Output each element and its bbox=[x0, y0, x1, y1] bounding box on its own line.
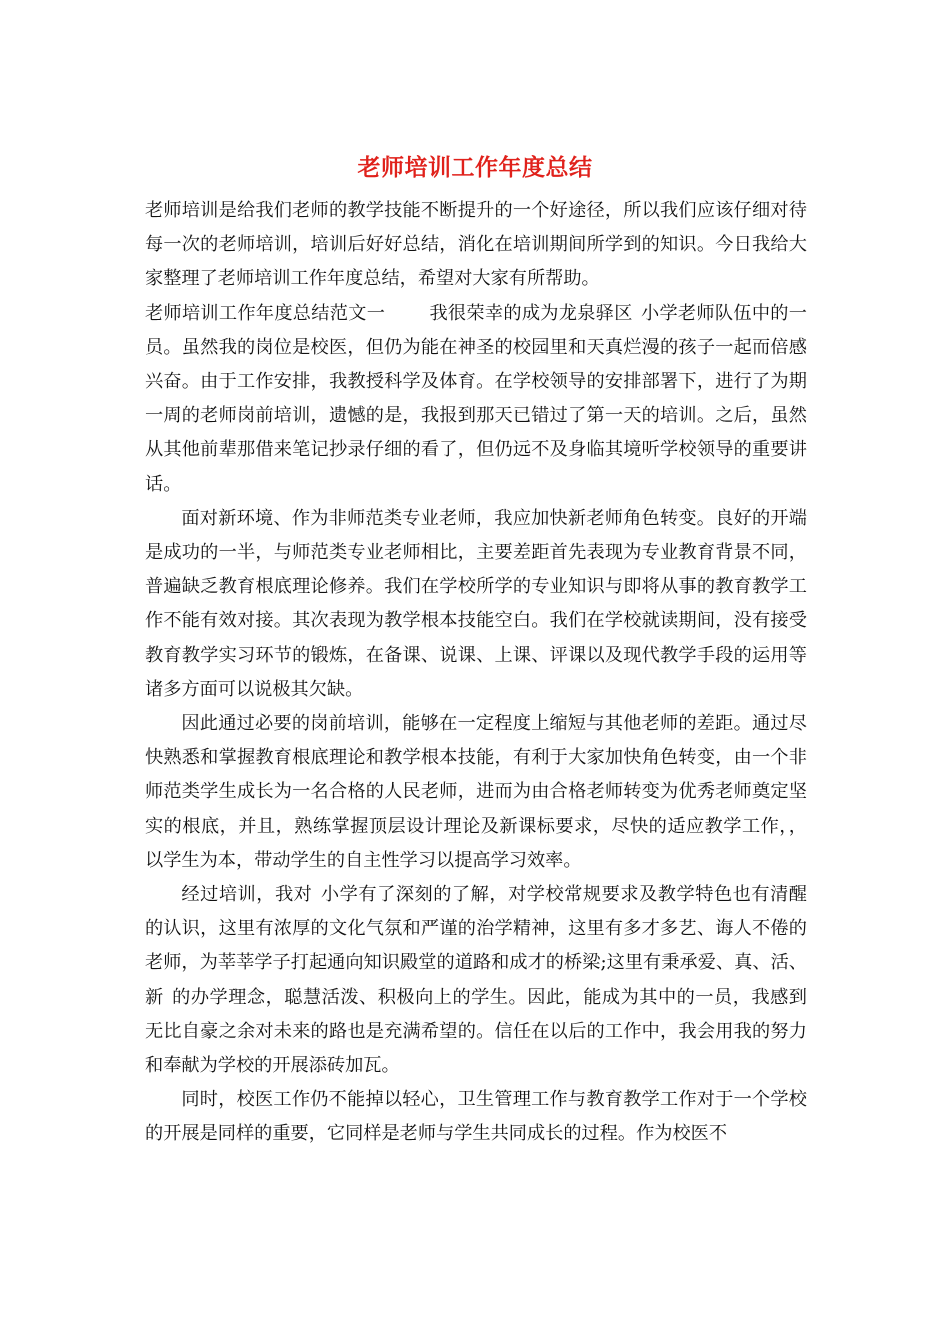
paragraph-4 bbox=[145, 878, 807, 1083]
para4-part2: 小学有了深刻的了解，对学校常规要求及教学特色也有清醒的认识，这里有浓厚的文化气氛和严谨的治学精神，这里有多才多艺、诲人不倦的老师，为莘莘学子打起通向知识殿堂的道路和成才的桥梁;这里有秉承爱、真、活、新 bbox=[145, 884, 807, 1008]
paragraph-2: 面对新环境、作为非师范类专业老师，我应加快新老师角色转变。良好的开端是成功的一半，与师范类专业老师相比，主要差距首先表现为专业教育背景不同，普遍缺乏教育根底理论修养。我们在学校所学的专业知识与即将从事的教育教学工作不能有效对接。其次表现为教学根本技能空白。我们在学校就读期间，没有接受教育教学实习环节的锻炼，在备课、说课、上课、评课以及现代教学手段的运用等诸多方面可以说极其欠缺。 bbox=[145, 507, 807, 700]
intro-paragraph: 老师培训是给我们老师的教学技能不断提升的一个好途径，所以我们应该仔细对待每一次的老师培训，培训后好好总结，消化在培训期间所学到的知识。今日我给大家整理了老师培训工作年度总结，希望对大家有所帮助。 bbox=[145, 200, 807, 290]
section-p1-part1: 我很荣幸的成为龙泉驿区 bbox=[429, 302, 633, 324]
document-title: 老师培训工作年度总结 bbox=[357, 154, 593, 181]
para4-part1: 经过培训，我对 bbox=[181, 884, 313, 906]
paragraph-5: 同时，校医工作仍不能掉以轻心，卫生管理工作与教育教学工作对于一个学校的开展是同样的重要，它同样是老师与学生共同成长的过程。作为校医不 bbox=[145, 1089, 807, 1145]
paragraph-3: 因此通过必要的岗前培训，能够在一定程度上缩短与其他老师的差距。通过尽快熟悉和掌握教育根底理论和教学根本技能，有利于大家加快角色转变，由一个非师范类学生成长为一名合格的人民老师，进而为由合格老师转变为优秀老师奠定坚实的根底，并且，熟练掌握顶层设计理论及新课标要求，尽快的适应教学工作，，以学生为本，带动学生的自主性学习以提高学习效率。 bbox=[145, 713, 807, 871]
para4-part3: 的办学理念，聪慧活泼、积极向上的学生。因此，能成为其中的一员，我感到无比自豪之余对未来的路也是充满希望的。信任在以后的工作中，我会用我的努力和奉献为学校的开展添砖加瓦。 bbox=[145, 986, 807, 1077]
section-p1-part2: 小学老师队伍中的一员。虽然我的岗位是校医，但仍为能在神圣的校园里和天真烂漫的孩子一起而倍感兴奋。由于工作安排，我教授科学及体育。在学校领导的安排部署下，进行了为期一周的老师岗前培训，遗憾的是，我报到那天已错过了第一天的培训。之后，虽然从其他前辈那借来笔记抄录仔细的看了，但仍远不及身临其境听学校领导的重要讲话。 bbox=[145, 302, 807, 495]
section-paragraph-1 bbox=[145, 297, 807, 502]
document-body bbox=[145, 194, 807, 1152]
section-heading: 老师培训工作年度总结范文一 bbox=[145, 302, 386, 324]
